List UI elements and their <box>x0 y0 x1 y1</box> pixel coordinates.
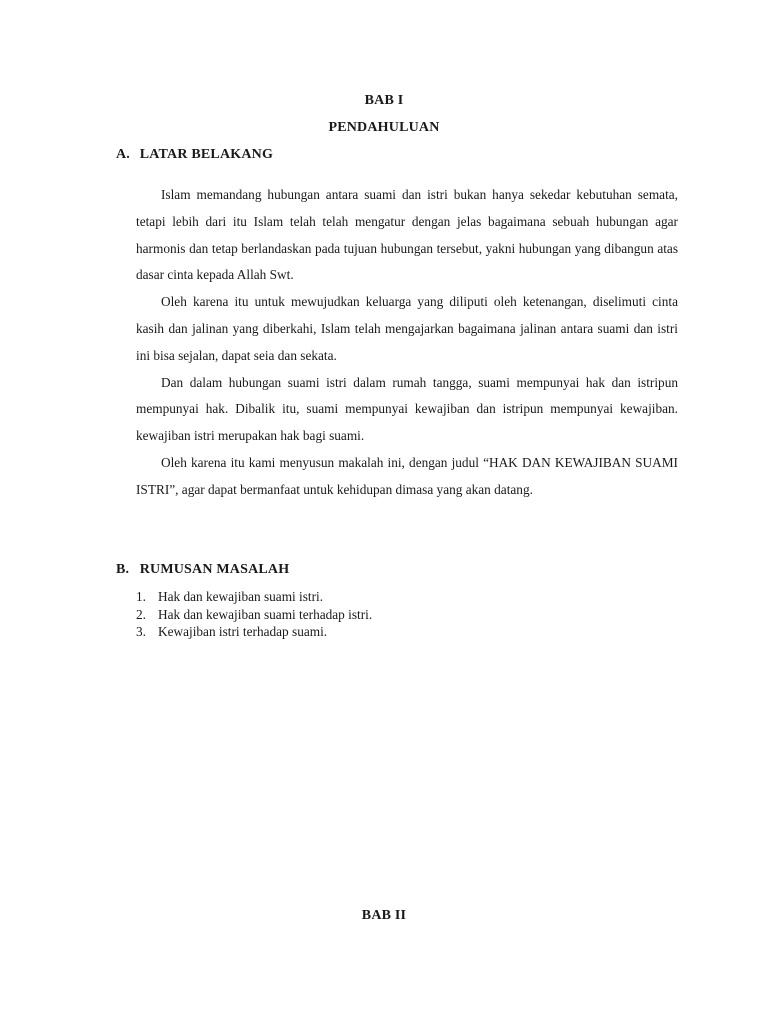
list-item <box>136 606 372 624</box>
list-number: 3. <box>136 624 146 639</box>
section-title: LATAR BELAKANG <box>139 147 274 162</box>
section-marker: A. <box>116 147 131 162</box>
list-text: Hak dan kewajiban suami istri. <box>158 589 324 604</box>
chapter-title: PENDAHULUAN <box>328 120 440 135</box>
paragraph: Islam memandang hubungan antara suami dan istri bukan hanya sekedar kebutuhan semata, tetapi lebih dari itu Islam telah telah mengatur dengan jelas bagaimana sebuah hubungan agar harmonis dan tetap berlandaskan pada tujuan hubungan tersebut, yakni hubungan yang dibangun atas dasar cinta kepada Allah Swt. <box>136 187 678 283</box>
next-chapter-number: BAB II <box>361 908 407 923</box>
list-number: 2. <box>136 606 146 622</box>
paragraph: Dan dalam hubungan suami istri dalam rumah tangga, suami mempunyai hak dan istripun mempunyai hak. Dibalik itu, suami mempunyai kewajiban dan istripun mempunyai kewajiban. kewajiban istri merupakan hak bagi suami. <box>136 374 678 444</box>
list-item <box>136 623 372 641</box>
section-title: RUMUSAN MASALAH <box>139 562 290 577</box>
chapter-number: BAB I <box>364 93 404 108</box>
list-text: Hak dan kewajiban suami terhadap istri. <box>158 606 373 622</box>
problem-list <box>136 588 372 641</box>
background-body <box>136 182 678 504</box>
list-item <box>136 588 372 606</box>
section-heading-rumusan-masalah <box>116 562 289 578</box>
section-heading-latar-belakang <box>116 147 273 163</box>
list-number: 1. <box>136 589 146 604</box>
section-marker: B. <box>116 562 130 577</box>
list-text: Kewajiban istri terhadap suami. <box>158 624 328 639</box>
paragraph: Oleh karena itu kami menyusun makalah ini, dengan judul “HAK DAN KEWAJIBAN SUAMI ISTRI”, agar dapat bermanfaat untuk kehidupan dimasa yang akan datang. <box>136 454 678 497</box>
paragraph: Oleh karena itu untuk mewujudkan keluarga yang diliputi oleh ketenangan, diselimuti cinta kasih dan jalinan yang diberkahi, Islam telah mengajarkan bagaimana jalinan antara suami dan istri ini bisa sejalan, dapat seia dan sekata. <box>136 294 678 363</box>
